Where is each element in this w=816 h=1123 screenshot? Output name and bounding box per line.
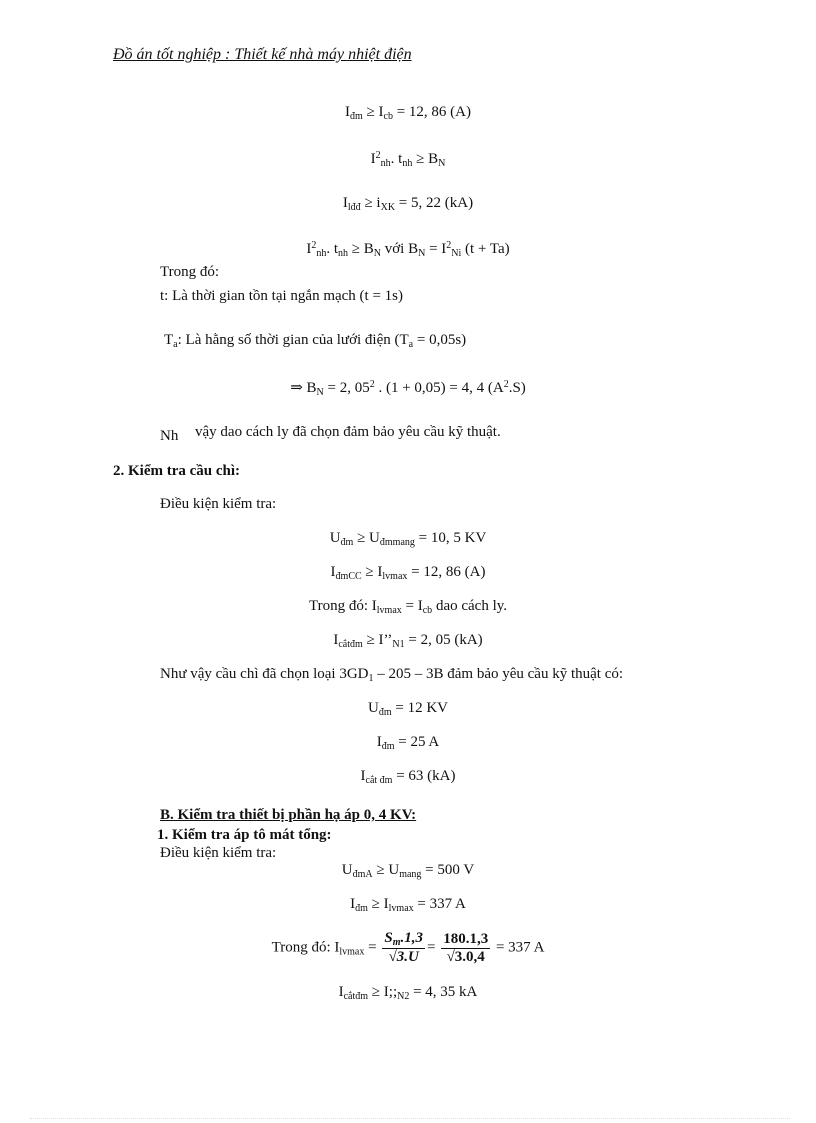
- t-definition: t: Là thời gian tồn tại ngắn mạch (t = 1s): [160, 288, 404, 304]
- ta-definition: $T_a$: Là hằng số thời gian của lưới điện $(T_a = 0,05s)$: [164, 332, 467, 350]
- equation-idmcc: $I_{đmCC} \ge I_{lvmax} = 12$, 86 (A): [330, 564, 486, 582]
- equation-ildd: $I_{lđđ} \ge i_{XK} = 5$, 22 (kA): [342, 195, 474, 213]
- page-bottom-divider: [30, 1118, 790, 1119]
- fraction-2: $\frac{180.1,3}{√3.0,4}$: [443, 930, 489, 965]
- conclusion-2: Như vậy cầu chì đã chọn loại $3GD_1 - 205 - 3B$ đảm bảo yêu cầu kỹ thuật có:: [160, 666, 624, 684]
- section-2-heading: 2. Kiểm tra cầu chì:: [113, 463, 241, 479]
- equation-icat-63: $I_{cắt đm} = 63$ (kA): [360, 768, 456, 786]
- conclusion-1-prefix: Nh: [160, 428, 179, 444]
- dieu-kien-2: Điều kiện kiểm tra:: [160, 845, 277, 861]
- equation-idm-25: $I_{đm} = 25$ A: [376, 734, 440, 752]
- section-b-heading: B. Kiểm tra thiết bị phần hạ áp 0, 4 KV:: [160, 807, 417, 823]
- equation-udm-12: $U_{đm} = 12$ KV: [368, 700, 448, 718]
- conclusion-1: vậy dao cách ly đã chọn đảm bảo yêu cầu kỹ thuật.: [195, 424, 501, 440]
- equation-icat: $I_{cắtđm}$ ≥ $I’’_{N1} = 2$, 05 (kA): [333, 632, 483, 650]
- trong-do-label: Trong đó:: [160, 264, 220, 280]
- equation-udma: $U_{đmA} \ge U_{mang} = 500$ V: [341, 862, 475, 880]
- equation-bn-calc: ⇒ $B_N = 2$, $05^2$ . (1 + 0,05) = 4, 4 $(A^2.S)$: [290, 379, 526, 398]
- page-header: Đồ án tốt nghiệp : Thiết kế nhà máy nhiệt điện: [113, 46, 412, 63]
- section-b1-heading: 1. Kiểm tra áp tô mát tổng:: [157, 827, 332, 843]
- equation-bn: $I^2_{nh}$. $t_{nh} \ge B_N$ với $B_N = I^2_{Ni}$ (t + Ta): [306, 240, 510, 259]
- equation-fraction: Trong đó: $I_{lvmax}$ = $\frac{S_m.1,3}{√3.U}$ = $\frac{180.1,3}{√3.0,4}$ = 337 A: [271, 930, 545, 965]
- dieu-kien-1: Điều kiện kiểm tra:: [160, 496, 277, 512]
- equation-udm: $U_{đm} \ge U_{đmmang} = 10$, 5 KV: [329, 530, 487, 548]
- fraction-1: $\frac{S_m.1,3}{√3.U}$: [384, 930, 423, 965]
- equation-icat-435: $I_{cắtđm}$ ≥ $I;;_{N2} = 4$, 35 kA: [338, 984, 478, 1002]
- equation-trong-do: Trong đó: $I_{lvmax} = I_{cb}$ dao cách ly.: [308, 598, 508, 616]
- equation-i2-t: $I^2_{nh}$. $t_{nh} \ge B_N$: [370, 150, 446, 169]
- equation-idm-337: $I_{đm} \ge I_{lvmax} = 337$ A: [350, 896, 466, 914]
- equation-idm-icb: $I_{đm} \ge I_{cb} = 12$, 86 (A): [344, 104, 471, 122]
